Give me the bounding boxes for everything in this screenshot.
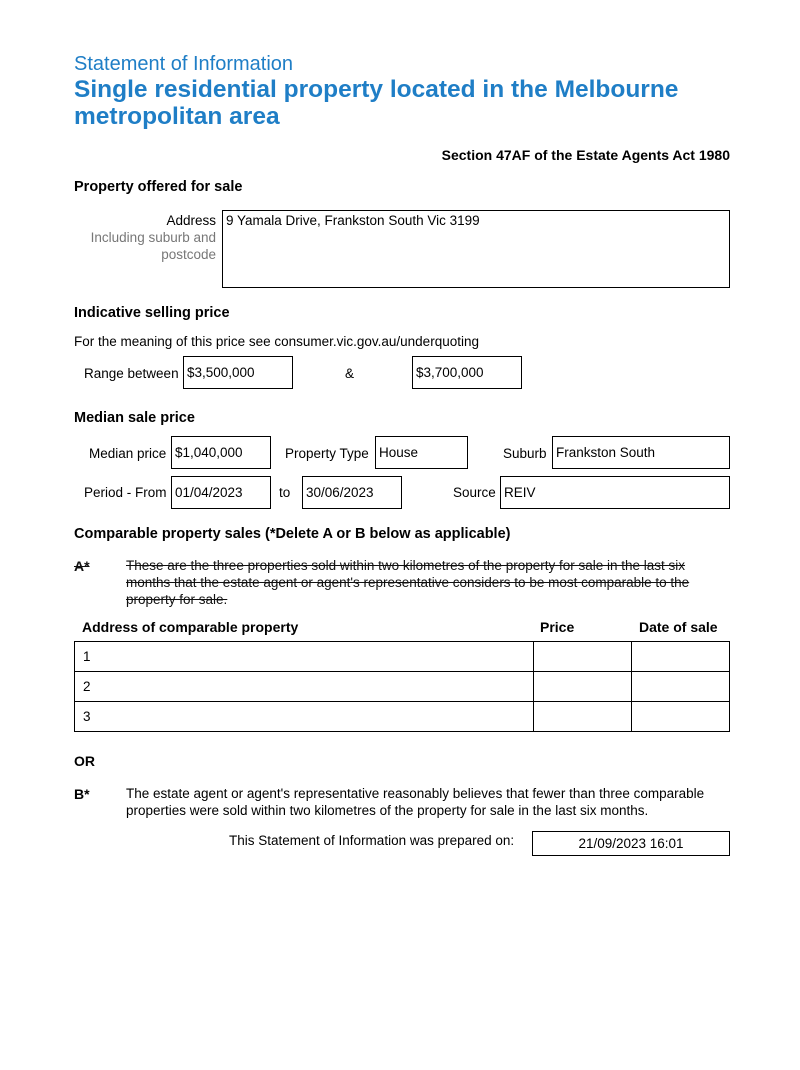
range-high-field[interactable]: $3,700,000	[412, 356, 522, 389]
row-price[interactable]	[534, 642, 632, 672]
table-row	[75, 642, 730, 672]
period-to-label: to	[279, 485, 291, 500]
range-separator: &	[345, 366, 355, 381]
row-price[interactable]	[534, 672, 632, 702]
range-label: Range between	[84, 366, 179, 381]
address-label: Address	[166, 213, 216, 228]
source-label: Source	[453, 485, 496, 500]
document-subtitle: Statement of Information	[74, 53, 294, 75]
property-heading: Property offered for sale	[74, 179, 243, 195]
row-price[interactable]	[534, 702, 632, 732]
table-row	[75, 672, 730, 702]
row-number[interactable]: 1	[75, 642, 534, 672]
document-title: Single residential property located in the Melbourne metropolitan area	[74, 76, 679, 130]
address-label-block	[76, 212, 216, 263]
row-date[interactable]	[632, 702, 730, 732]
act-reference: Section 47AF of the Estate Agents Act 1980	[441, 147, 730, 163]
period-to-field[interactable]: 30/06/2023	[302, 476, 402, 509]
option-b-marker: B*	[74, 786, 90, 802]
suburb-label: Suburb	[503, 446, 547, 461]
comparable-heading: Comparable property sales (*Delete A or B below as applicable)	[74, 526, 511, 542]
row-date[interactable]	[632, 672, 730, 702]
period-from-field[interactable]: 01/04/2023	[171, 476, 271, 509]
prepared-date-field[interactable]: 21/09/2023 16:01	[532, 831, 730, 856]
col-price-header: Price	[540, 619, 575, 635]
indicative-heading: Indicative selling price	[74, 305, 230, 321]
address-field[interactable]: 9 Yamala Drive, Frankston South Vic 3199	[222, 210, 730, 288]
option-b-text: The estate agent or agent's representative reasonably believes that fewer than three comparable properties were sold within two kilometres of the property for sale in the last six months.	[126, 786, 705, 818]
row-number[interactable]: 3	[75, 702, 534, 732]
median-price-field[interactable]: $1,040,000	[171, 436, 271, 469]
property-type-label: Property Type	[285, 446, 369, 461]
period-from-label: Period - From	[84, 485, 167, 500]
row-date[interactable]	[632, 642, 730, 672]
median-heading: Median sale price	[74, 410, 195, 426]
median-price-label: Median price	[89, 446, 167, 461]
table-row	[75, 702, 730, 732]
col-address-header: Address of comparable property	[82, 619, 299, 635]
property-type-field[interactable]: House	[375, 436, 468, 469]
comparable-table	[74, 641, 730, 732]
address-hint: Including suburb and postcode	[90, 230, 216, 262]
suburb-field[interactable]: Frankston South	[552, 436, 730, 469]
option-a-marker: A*	[74, 558, 90, 574]
source-field[interactable]: REIV	[500, 476, 730, 509]
prepared-label: This Statement of Information was prepared on:	[229, 833, 515, 848]
range-low-field[interactable]: $3,500,000	[183, 356, 293, 389]
col-date-header: Date of sale	[639, 619, 718, 635]
option-a-text: These are the three properties sold within two kilometres of the property for sale in the last six months that the estate agent or agent's representative considers to be most comparable to the property for sale.	[126, 558, 690, 607]
or-label: OR	[74, 753, 95, 769]
row-number[interactable]: 2	[75, 672, 534, 702]
underquoting-note: For the meaning of this price see consumer.vic.gov.au/underquoting	[74, 334, 479, 349]
